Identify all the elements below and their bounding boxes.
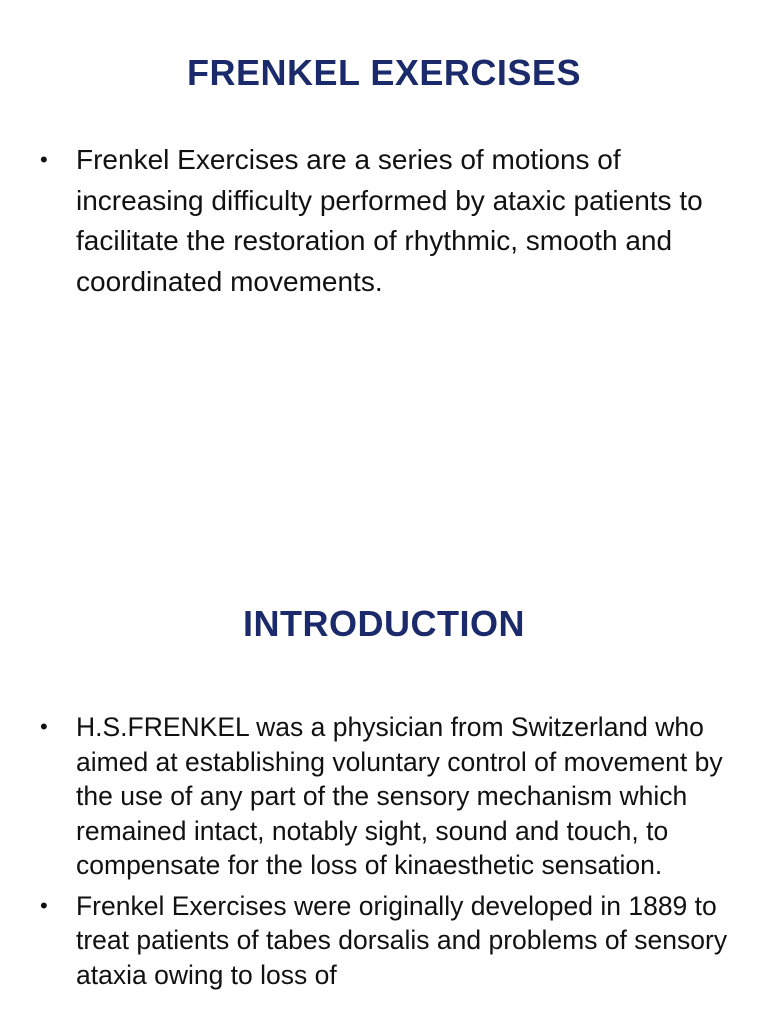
slide-introduction [0,560,768,1024]
slide-title: FRENKEL EXERCISES [187,52,581,93]
bullet-item [38,710,728,883]
bullet-item [38,889,728,993]
bullet-text: H.S.FRENKEL was a physician from Switzerland who aimed at establishing voluntary control of movement by the use of any part of the sensory mechanism which remained intact, notably sight, sound and touch, to compensate for the loss of kinaesthetic sensation. [76,712,723,880]
bullet-text: Frenkel Exercises are a series of motions of increasing difficulty performed by ataxic patients to facilitate the restoration of rhythmic, smooth and coordinated movements. [76,144,703,297]
bullet-list [38,140,728,308]
bullet-icon: • [40,147,48,172]
slide-title: INTRODUCTION [243,603,525,644]
bullet-icon: • [40,892,48,918]
bullet-list [38,710,728,998]
bullet-text: Frenkel Exercises were originally developed in 1889 to treat patients of tabes dorsalis and problems of sensory ataxia owing to loss of [76,890,728,990]
bullet-item [38,140,728,302]
bullet-icon: • [40,714,48,739]
